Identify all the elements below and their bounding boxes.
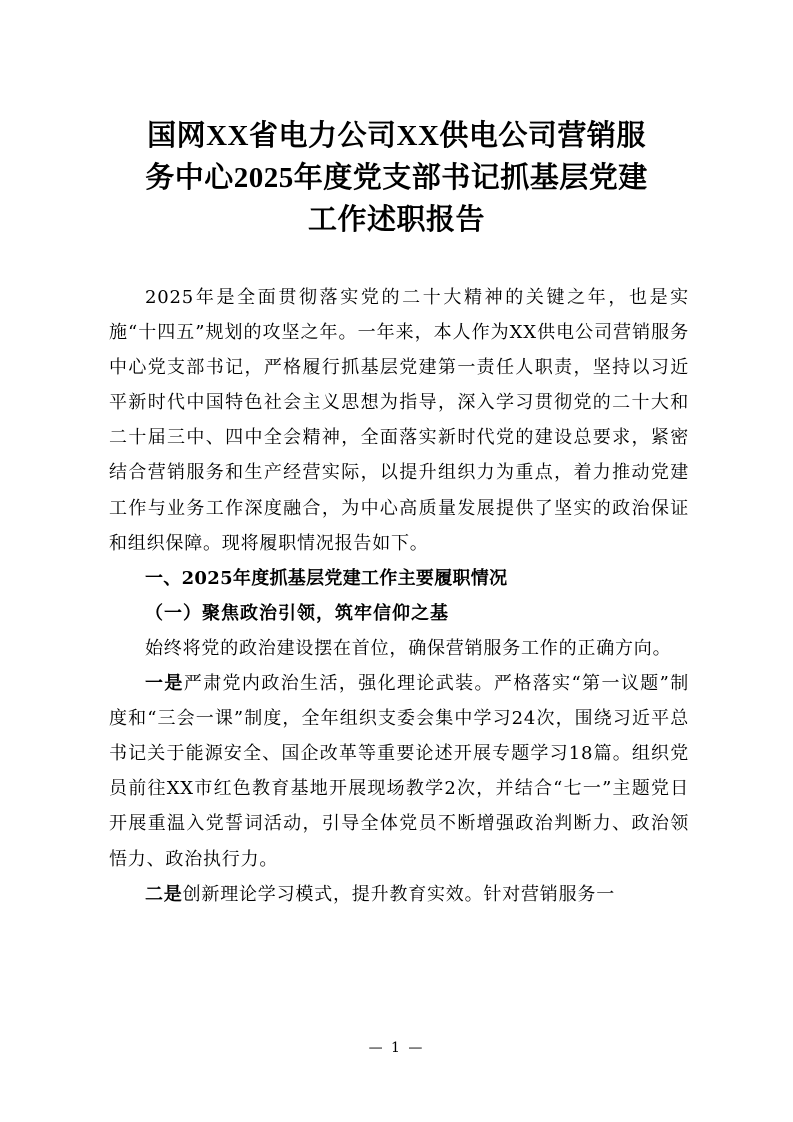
- document-body: [109, 280, 689, 912]
- subsection-heading-1: （一）聚焦政治引领，筑牢信仰之基: [145, 602, 449, 624]
- title-line-1: 国网XX省电力公司XX供电公司营销服: [147, 120, 646, 152]
- page-number: — 1 —: [368, 1040, 425, 1056]
- document-title: [100, 115, 693, 241]
- intro-paragraph: 2025年是全面贯彻落实党的二十大精神的关键之年，也是实施“十四五”规划的攻坚之年。一年来，本人作为XX供电公司营销服务中心党支部书记，严格履行抓基层党建第一责任人职责，坚持以习近平新时代中国特色社会主义思想为指导，深入学习贯彻党的二十大和二十届三中、四中全会精神，全面落实新时代党的建设总要求，紧密结合营销服务和生产经营实际，以提升组织力为重点，着力推动党建工作与业务工作深度融合，为中心高质量发展提供了坚实的政治保证和组织保障。现将履职情况报告如下。: [109, 287, 689, 554]
- title-line-3: 工作述职报告: [307, 204, 485, 236]
- paragraph-political-building: 始终将党的政治建设摆在首位，确保营销服务工作的正确方向。: [145, 637, 672, 659]
- paragraph-first-point: [109, 666, 689, 877]
- second-point-text: 创新理论学习模式，提升教育实效。针对营销服务一: [182, 883, 616, 905]
- paragraph-second-point: [109, 877, 689, 912]
- section-heading-1: 一、2025年度抓基层党建工作主要履职情况: [145, 567, 508, 589]
- title-line-2: 务中心2025年度党支部书记抓基层党建: [145, 162, 648, 194]
- second-point-lead: 二是: [145, 883, 183, 905]
- first-point-text: 严肃党内政治生活，强化理论武装。严格落实“第一议题”制度和“三会一课”制度，全年组织支委会集中学习24次，围绕习近平总书记关于能源安全、国企改革等重要论述开展专题学习18篇。组织党员前往XX市红色教育基地开展现场教学2次，并结合“七一”主题党日开展重温入党誓词活动，引导全体党员不断增强政治判断力、政治领悟力、政治执行力。: [109, 673, 689, 870]
- first-point-lead: 一是: [145, 673, 184, 695]
